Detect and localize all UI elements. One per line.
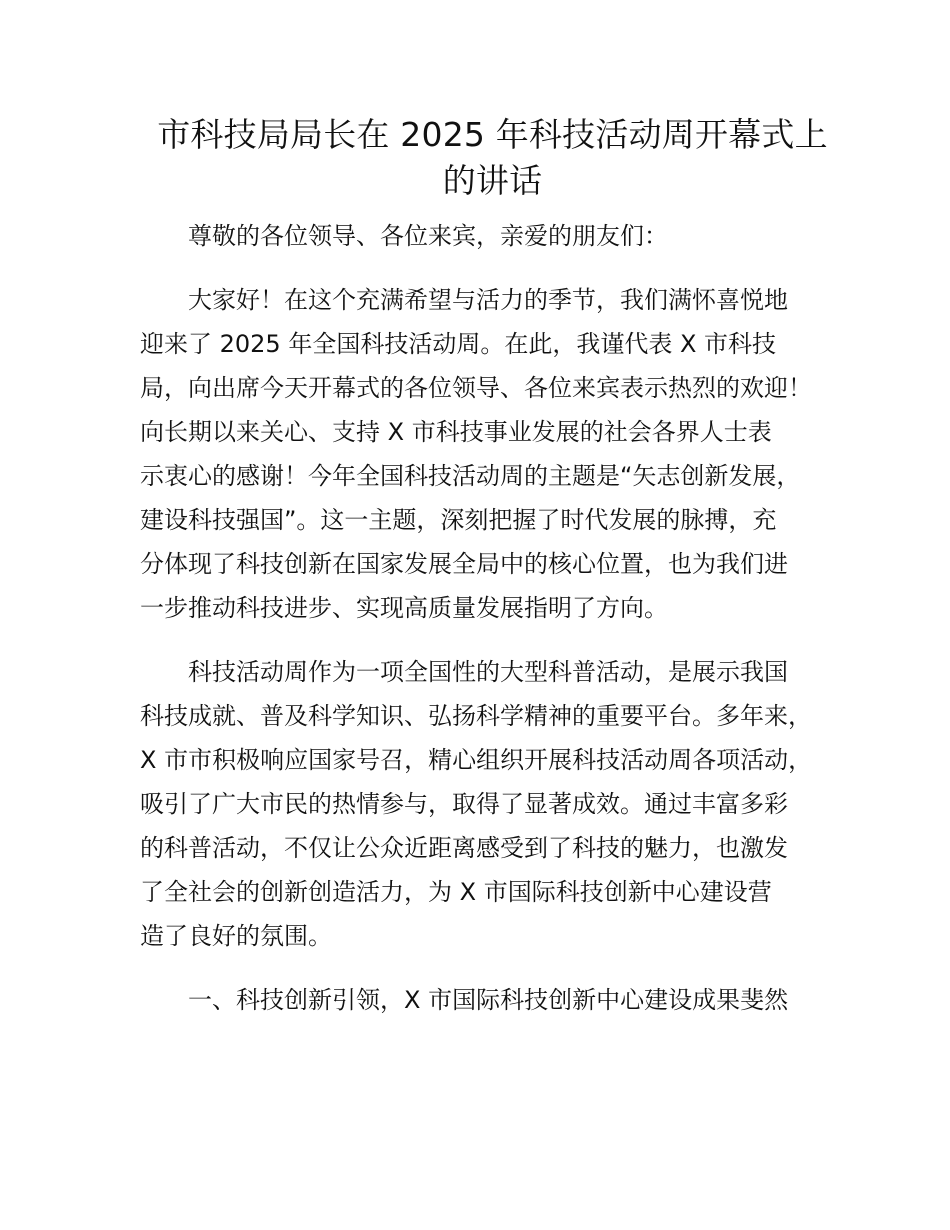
salutation-paragraph — [140, 214, 835, 258]
paragraph-line: X 市市积极响应国家号召，精心组织开展科技活动周各项活动， — [140, 746, 813, 774]
document-title — [140, 112, 835, 204]
paragraph-line: 建设科技强国”。这一主题，深刻把握了时代发展的脉搏，充 — [140, 506, 777, 534]
paragraph-line: 分体现了科技创新在国家发展全局中的核心位置，也为我们进 — [140, 550, 788, 578]
document-body — [140, 214, 835, 1022]
section-heading-paragraph — [140, 978, 835, 1022]
paragraph-line: 造了良好的氛围。 — [140, 922, 332, 950]
paragraph-line: 科技活动周作为一项全国性的大型科普活动，是展示我国 — [188, 658, 788, 686]
paragraph-line: 迎来了 2025 年全国科技活动周。在此，我谨代表 X 市科技 — [140, 330, 777, 358]
title-line: 市科技局局长在 2025 年科技活动周开幕式上 — [157, 115, 828, 154]
activity-week-paragraph — [140, 650, 835, 958]
paragraph-line: 了全社会的创新创造活力，为 X 市国际科技创新中心建设营 — [140, 878, 772, 906]
paragraph-line: 示衷心的感谢！今年全国科技活动周的主题是“矢志创新发展， — [140, 462, 801, 490]
title-line: 的讲话 — [442, 161, 543, 200]
greeting-paragraph — [140, 278, 835, 630]
paragraph-line: 局，向出席今天开幕式的各位领导、各位来宾表示热烈的欢迎！ — [140, 374, 812, 402]
paragraph-line: 吸引了广大市民的热情参与，取得了显著成效。通过丰富多彩 — [140, 790, 788, 818]
paragraph-line: 科技成就、普及科学知识、弘扬科学精神的重要平台。多年来， — [140, 702, 812, 730]
paragraph-line: 的科普活动，不仅让公众近距离感受到了科技的魅力，也激发 — [140, 834, 788, 862]
paragraph-line: 尊敬的各位领导、各位来宾，亲爱的朋友们： — [188, 222, 668, 250]
paragraph-line: 向长期以来关心、支持 X 市科技事业发展的社会各界人士表 — [140, 418, 772, 446]
section-heading: 一、科技创新引领，X 市国际科技创新中心建设成果斐然 — [188, 986, 789, 1014]
paragraph-line: 大家好！在这个充满希望与活力的季节，我们满怀喜悦地 — [188, 286, 788, 314]
paragraph-line: 一步推动科技进步、实现高质量发展指明了方向。 — [140, 594, 668, 622]
